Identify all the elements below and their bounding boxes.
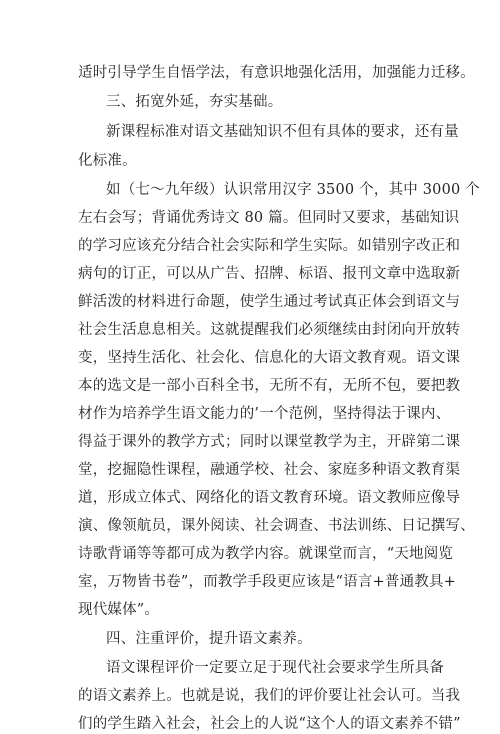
- text-line-13: 材作为培养学生语文能力的’一个范例，坚持得法于课内、: [78, 406, 451, 422]
- text-line-9: 鲜活泼的材料进行命题，使学生通过考试真正体会到语文与: [78, 294, 461, 310]
- text-line-18: 诗歌背诵等等都可成为教学内容。就课堂而言，“天地阅览: [78, 546, 454, 562]
- section-heading-4: 四、注重评价，提升语文素养。: [106, 631, 312, 647]
- text-line-3: 新课程标准对语文基础知识不但有具体的要求，还有量: [106, 124, 459, 140]
- text-line-5: 如（七～九年级）认识常用汉字 3500 个，其中 3000 个: [106, 182, 480, 198]
- text-line-22: 语文课程评价一定要立足于现代社会要求学生所具备: [106, 660, 445, 676]
- text-line-4: 化标准。: [78, 153, 137, 169]
- text-line-16: 道，形成立体式、网络化的语文教育环境。语文教师应像导: [78, 490, 461, 506]
- text-line-24: 们的学生踏入社会，社会上的人说“这个人的语文素养不错”: [78, 716, 461, 732]
- text-line-14: 得益于课外的教学方式；同时以课堂教学为主，开辟第二课: [78, 434, 461, 450]
- text-line-23: 的语文素养上。也就是说，我们的评价要让社会认可。当我: [78, 688, 461, 704]
- text-line-7: 的学习应该充分结合社会实际和学生实际。如错别字改正和: [78, 238, 461, 254]
- text-line-1: 适时引导学生自悟学法，有意识地强化活用，加强能力迁移。: [78, 65, 475, 81]
- text-line-15: 堂，挖掘隐性课程，融通学校、社会、家庭多种语文教育渠: [78, 462, 461, 478]
- text-line-6: 左右会写；背诵优秀诗文 80 篇。但同时又要求，基础知识: [78, 210, 460, 226]
- section-heading-3: 三、拓宽外延，夯实基础。: [106, 94, 283, 110]
- text-line-11: 变，坚持生活化、社会化、信息化的大语文教育观。语文课: [78, 350, 461, 366]
- text-line-10: 社会生活息息相关。这就提醒我们必须继续由封闭向开放转: [78, 322, 461, 338]
- text-line-20: 现代媒体”。: [78, 602, 160, 618]
- text-line-19: 室，万物皆书卷”，而教学手段更应该是“语言+普通教具+: [78, 574, 457, 590]
- text-line-17: 演、像领航员，课外阅读、社会调查、书法训练、日记撰写、: [78, 518, 475, 534]
- text-line-12: 本的选文是一部小百科全书，无所不有，无所不包，要把教: [78, 378, 461, 394]
- text-line-8: 病句的订正，可以从广告、招牌、标语、报刊文章中选取新: [78, 266, 461, 282]
